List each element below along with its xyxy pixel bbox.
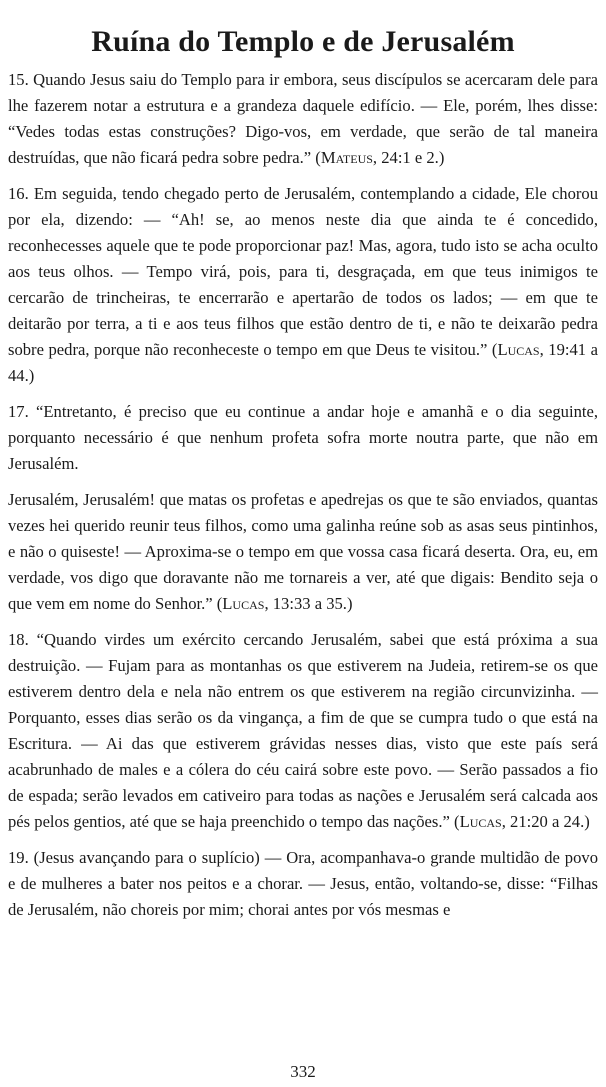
citation-reference: , 19:41 a 44.): [8, 340, 598, 385]
paragraph-text: 15. Quando Jesus saiu do Templo para ir embora, seus discípulos se acercaram dele para lhe fazerem notar a estrutura e a grandeza daquele edifício. — Ele, porém, lhes disse: “Vedes todas estas construções? Digo-vos, em verdade, que serão de tal maneira destruídas, que não ficará pedra sobre pedra.” (: [8, 70, 598, 167]
paragraph-text: 19. (Jesus avançando para o suplício) — Ora, acompanhava-o grande multidão de povo e de mulheres a bater nos peitos e a chorar. — Jesus, então, voltando-se, disse: “Filhas de Jerusalém, não choreis por mim; chorai antes por vós mesmas e: [8, 848, 598, 919]
citation-source: Lucas: [222, 594, 265, 613]
citation-reference: , 13:33 a 35.): [264, 594, 353, 613]
page-body: [8, 67, 598, 933]
paragraph-text: 16. Em seguida, tendo chegado perto de Jerusalém, contemplando a cidade, Ele chorou por ela, dizendo: — “Ah! se, ao menos neste dia que ainda te é concedido, reconhecesses aquele que te pode proporcionar paz! Mas, agora, tudo isto se acha oculto aos teus olhos. — Tempo virá, pois, para ti, desgraçada, em que teus inimigos te cercarão de trincheiras, te encerrarão e apertarão de todos os lados; — em que te deitarão por terra, a ti e aos teus filhos que estão dentro de ti, e não te deixarão pedra sobre pedra, porque não reconheceste o tempo em que Deus te visitou.” (: [8, 184, 598, 359]
page-title: Ruína do Templo e de Jerusalém: [91, 25, 515, 59]
page-number: 332: [290, 1062, 316, 1081]
citation-source: Mateus: [320, 148, 373, 167]
paragraph-16: [8, 181, 598, 389]
citation-source: Lucas: [459, 812, 502, 831]
paragraph-text: 17. “Entretanto, é preciso que eu continue a andar hoje e amanhã e o dia seguinte, porquanto necessário é que nenhum profeta sofra morte noutra parte, que não em Jerusalém.: [8, 402, 598, 473]
paragraph-19: [8, 845, 598, 923]
citation-reference: , 24:1 e 2.): [372, 148, 445, 167]
citation-source: Lucas: [497, 340, 540, 359]
paragraph-text: Jerusalém, Jerusalém! que matas os profetas e apedrejas os que te são enviados, quantas vezes hei querido reunir teus filhos, como uma galinha reúne sob as asas seus pintinhos, e não o quiseste! — Aproxima-se o tempo em que vossa casa ficará deserta. Ora, eu, em verdade, vos digo que doravante não me tornareis a ver, até que digais: Bendito seja o que vem em nome do Senhor.” (: [8, 490, 598, 613]
paragraph-17: [8, 399, 598, 477]
citation-reference: , 21:20 a 24.): [501, 812, 590, 831]
paragraph-17-continued: [8, 487, 598, 617]
paragraph-18: [8, 627, 598, 835]
paragraph-15: [8, 67, 598, 171]
paragraph-text: 18. “Quando virdes um exército cercando Jerusalém, sabei que está próxima a sua destruição. — Fujam para as montanhas os que estiverem na Judeia, retirem-se os que estiverem dentro dela e nela não entrem os que estiverem na região circunvizinha. — Porquanto, esses dias serão os da vingança, a fim de que se cumpra tudo o que está na Escritura. — Ai das que estiverem grávidas nesses dias, visto que este país será acabrunhado de males e a cólera do céu cairá sobre este povo. — Serão passados a fio de espada; serão levados em cativeiro para todas as nações e Jerusalém será calcada aos pés pelos gentios, até que se haja preenchido o tempo das nações.” (: [8, 630, 598, 831]
